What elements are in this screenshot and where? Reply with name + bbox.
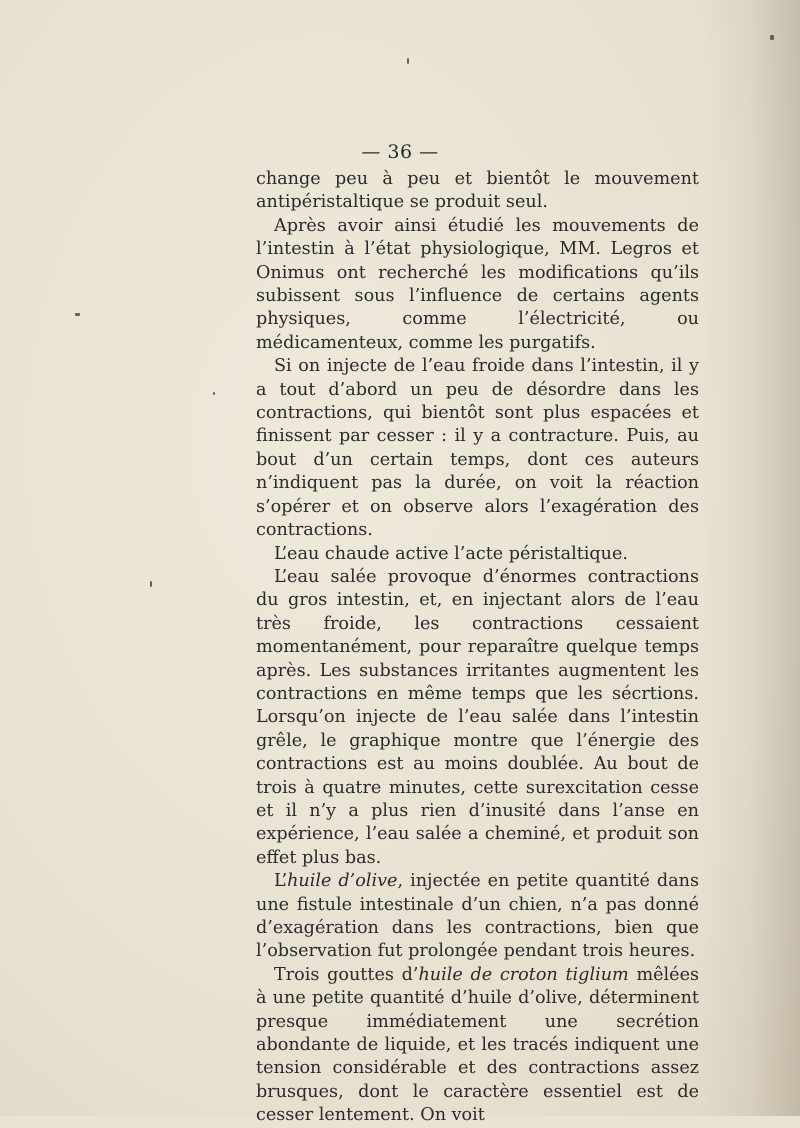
- text-run: L’eau chaude active l’acte péristaltique.: [274, 543, 628, 564]
- paragraph: [256, 215, 699, 355]
- paragraph: [256, 964, 699, 1128]
- text-run: mêlées à une petite quantité d’huile d’olive, déterminent presque immédiatement une secrétion abondante de liquide, et les tracés indiquent une tension considérable et des contractions assez brusques, dont le caractère essentiel est de cesser lentement. On voit: [256, 964, 700, 1126]
- text-run: L’eau salée provoque d’énormes contractions du gros intestin, et, en injectant alors de l’eau très froide, les contractions cessaient momentanément, pour reparaître quelque temps après. Les substances irritantes augmentent les contractions en même temps que les sécrtions. Lorsqu’on injecte de l’eau salée dans l’intestin grêle, le graphique montre que l’énergie des contractions est au moins doublée. Au bout de trois à quatre minutes, cette surexcitation cesse et il n’y a plus rien d’inusité dans l’anse en expérience, l’eau salée a cheminé, et produit son effet plus bas.: [256, 566, 699, 868]
- text-run: change peu à peu et bientôt le mouvement antipéristaltique se produit seul.: [256, 169, 699, 213]
- paragraph: [256, 566, 699, 870]
- paragraph: [256, 543, 699, 566]
- text-run: Si on injecte de l’eau froide dans l’intestin, il y a tout d’abord un peu de désordre dans les contractions, qui bientôt sont plus espacées et finissent par cesser : il y a contracture. Puis, au bout d’un certain temps, dont ces auteurs n’indiquent pas la durée, on voit la réaction s’opérer et on observe alors l’exagération des contractions.: [256, 356, 699, 541]
- paragraph: [256, 168, 699, 215]
- ink-speck: [150, 581, 152, 587]
- text-run: L’: [274, 871, 288, 892]
- page-edge-shadow: [750, 0, 800, 1116]
- page-number: — 36 —: [361, 141, 439, 163]
- italic-text: huile d’olive: [287, 871, 398, 892]
- paragraph: [256, 870, 699, 964]
- body-text: [256, 168, 699, 1128]
- italic-text: huile de croton tiglium: [418, 964, 629, 985]
- text-run: , injectée en petite quantité dans une fistule intestinale d’un chien, n’a pas donné d’exagération dans les contractions, bien que l’observation fut prolongée pendant trois heures.: [256, 871, 699, 962]
- ink-speck: [770, 35, 774, 40]
- text-run: Trois gouttes d’: [274, 964, 419, 985]
- paragraph: [256, 355, 699, 542]
- text-run: Après avoir ainsi étudié les mouvements de l’intestin à l’état physiologique, MM. Legros et Onimus ont recherché les modifications qu’ils subissent sous l’influence de certains agents physiques, comme l’électricité, ou médicamenteux, comme les purgatifs.: [256, 215, 699, 353]
- ink-speck: [75, 313, 80, 316]
- ink-speck: [213, 392, 215, 395]
- ink-speck: [407, 58, 409, 64]
